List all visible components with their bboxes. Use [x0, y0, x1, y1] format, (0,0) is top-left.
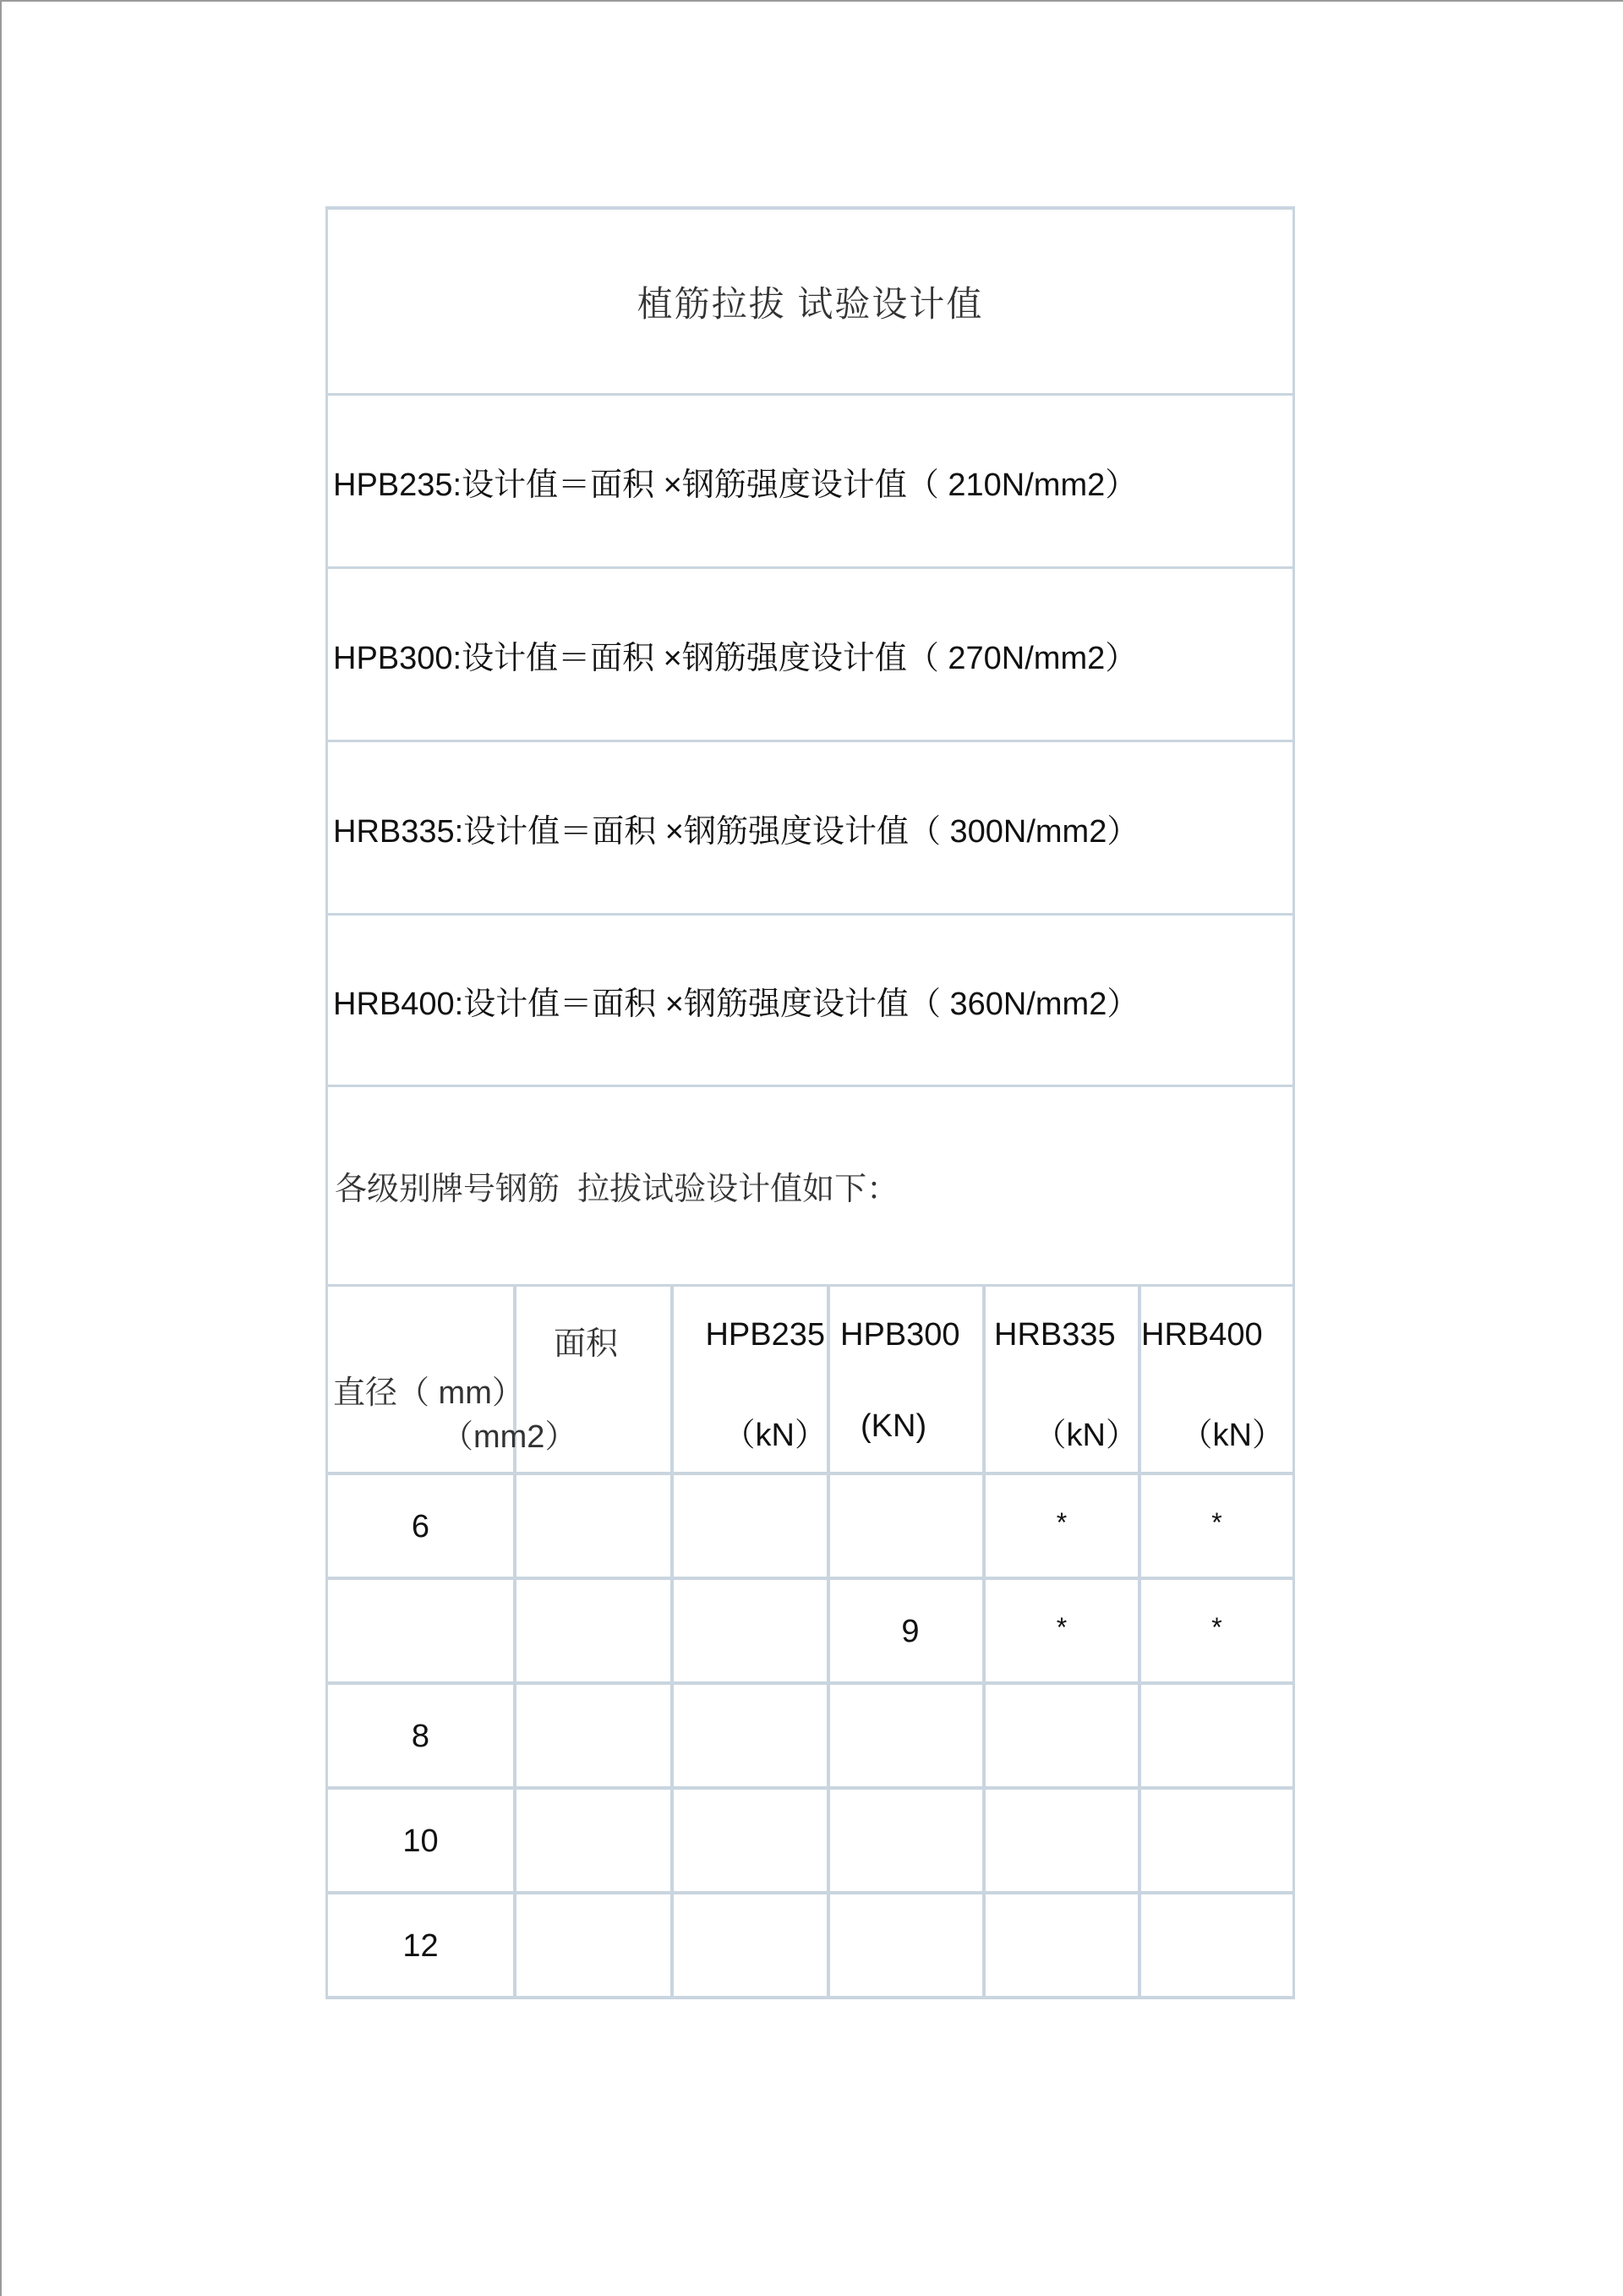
cell-hpb300: [830, 1894, 986, 1996]
cell-value-hpb300: 9: [901, 1614, 920, 1649]
header-hrb335: [986, 1287, 1141, 1472]
cell-area: [516, 1790, 674, 1891]
cell-value-diameter: 6: [411, 1509, 430, 1544]
header-hpb235: [674, 1287, 830, 1472]
cell-value-hrb335: *: [1056, 1612, 1068, 1643]
table-row: [328, 1894, 1292, 1999]
cell-hpb235: [674, 1790, 830, 1891]
hrb400-unit: （kN）: [1180, 1418, 1284, 1453]
cell-hpb300: [830, 1580, 986, 1681]
cell-hpb235: [674, 1475, 830, 1577]
cell-value-diameter: 10: [402, 1823, 439, 1859]
table-row: [328, 1580, 1292, 1685]
intro-text: 各级别牌号钢筋 拉拔试验设计值如下：: [325, 1087, 1295, 1287]
cell-hpb300: [830, 1685, 986, 1786]
cell-diameter: [328, 1580, 516, 1681]
cell-hpb300: [830, 1790, 986, 1891]
diameter-label: 直径（ mm）: [333, 1375, 524, 1411]
cell-hpb235: [674, 1685, 830, 1786]
cell-hrb400: [1141, 1894, 1292, 1996]
header-diameter: [328, 1287, 577, 1472]
cell-value-diameter: 12: [402, 1928, 439, 1964]
hpb300-label: HPB300: [840, 1317, 960, 1353]
values-grid: [325, 1287, 1295, 1999]
formula-hrb400: HRB400:设计值＝面积 ×钢筋强度设计值（ 360N/mm2）: [325, 916, 1295, 1087]
design-value-table: [325, 206, 1295, 1999]
cell-diameter: [328, 1475, 516, 1577]
hrb335-unit: （kN）: [1034, 1418, 1138, 1453]
cell-hrb400: [1141, 1580, 1292, 1681]
formula-hpb300: HPB300:设计值＝面积 ×钢筋强度设计值（ 270N/mm2）: [325, 569, 1295, 742]
table-row: [328, 1685, 1292, 1790]
hrb400-label: HRB400: [1141, 1317, 1263, 1353]
cell-area: [516, 1475, 674, 1577]
cell-hrb400: [1141, 1475, 1292, 1577]
table-row: [328, 1475, 1292, 1580]
cell-diameter: [328, 1790, 516, 1891]
cell-hrb400: [1141, 1685, 1292, 1786]
hpb300-unit: (KN): [861, 1408, 927, 1444]
cell-hrb335: [986, 1894, 1141, 1996]
cell-hrb335: [986, 1685, 1141, 1786]
hpb235-label: HPB235: [705, 1317, 825, 1353]
formula-hrb335: HRB335:设计值＝面积 ×钢筋强度设计值（ 300N/mm2）: [325, 742, 1295, 916]
cell-hrb335: [986, 1475, 1141, 1577]
header-row: [328, 1287, 1292, 1475]
cell-hpb235: [674, 1894, 830, 1996]
area-unit-label: （mm2）: [441, 1419, 577, 1455]
cell-area: [516, 1685, 674, 1786]
cell-diameter: [328, 1894, 516, 1996]
area-label: 面积: [554, 1326, 619, 1362]
cell-diameter: [328, 1685, 516, 1786]
cell-hpb235: [674, 1580, 830, 1681]
cell-area: [516, 1894, 674, 1996]
header-hrb400: [1141, 1287, 1292, 1472]
cell-value-hrb400: *: [1211, 1612, 1222, 1643]
table-title: 植筋拉拔 试验设计值: [325, 206, 1295, 396]
formula-hpb235: HPB235:设计值＝面积 ×钢筋强度设计值（ 210N/mm2）: [325, 396, 1295, 569]
cell-value-hrb335: *: [1056, 1507, 1068, 1538]
table-row: [328, 1790, 1292, 1894]
cell-hpb300: [830, 1475, 986, 1577]
cell-value-hrb400: *: [1211, 1507, 1222, 1538]
cell-hrb335: [986, 1790, 1141, 1891]
cell-hrb335: [986, 1580, 1141, 1681]
header-hpb300: [830, 1287, 986, 1472]
hpb235-unit: （kN）: [723, 1418, 827, 1453]
cell-hrb400: [1141, 1790, 1292, 1891]
cell-area: [516, 1580, 674, 1681]
cell-value-diameter: 8: [411, 1719, 430, 1754]
hrb335-label: HRB335: [994, 1317, 1116, 1353]
